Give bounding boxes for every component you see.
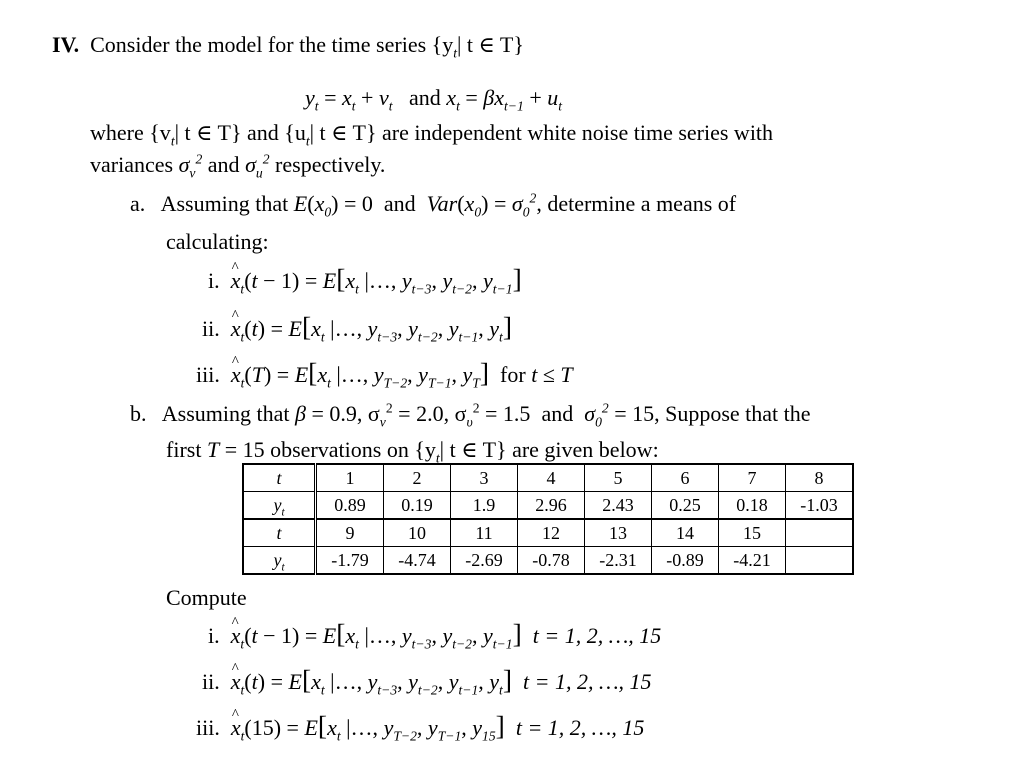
table-cell: -1.79	[316, 547, 384, 575]
table-cell: 9	[316, 519, 384, 547]
table-cell: 3	[451, 464, 518, 492]
problem-label: IV.	[52, 32, 80, 57]
table-cell: -1.03	[786, 492, 854, 520]
row-header-t: t	[243, 464, 316, 492]
observations-table	[242, 463, 854, 575]
table-cell: 5	[585, 464, 652, 492]
problem-header: IV. Consider the model for the time series {$y_t|$ t ∈ T}	[52, 32, 524, 61]
intro-tail: | t ∈ T}	[457, 32, 524, 57]
table-cell: 0.18	[719, 492, 786, 520]
row-header-t: t	[243, 519, 316, 547]
table-cell: 2.96	[518, 492, 585, 520]
variances-line: variances $\sigma_v^2$ and $\sigma_u^2$ respectively.	[90, 151, 386, 181]
part-a-item-ii: ii. ^ $x_t(t) = E[x_t$ |…, $y_{t-3}$, $y_{t-2}$, $y_{t-1}$, $y_t$]	[202, 313, 512, 341]
table-cell: -4.21	[719, 547, 786, 575]
where-line: where {$v_t|$ t ∈ T} and {$u_t|$ t ∈ T} are independent white noise time series with	[90, 120, 774, 149]
table-row	[243, 547, 853, 575]
table-cell: -0.78	[518, 547, 585, 575]
compute-item-iii: iii. ^ $x_t(15) = E[x_t$ |…, $y_{T-2}$, $y_{T-1}$, $y_{15}$] t = 1, 2, …, 15	[196, 712, 644, 740]
table-cell: 2.43	[585, 492, 652, 520]
table-cell: 2	[384, 464, 451, 492]
table-cell: -4.74	[384, 547, 451, 575]
compute-item-i: i. ^ $x_t(t - 1) = E[x_t$ |…, $y_{t-3}$, $y_{t-2}$, $y_{t-1}$] t = 1, 2, …, 15	[208, 620, 661, 648]
table-row	[243, 492, 853, 520]
part-b-line2: first T = 15 observations on {$y_t|$ t ∈ T} are given below:	[166, 437, 659, 466]
table-cell: 0.19	[384, 492, 451, 520]
compute-label: Compute	[166, 585, 247, 610]
compute-item-ii: ii. ^ $x_t(t) = E[x_t$ |…, $y_{t-3}$, $y_{t-2}$, $y_{t-1}$, $y_t$] t = 1, 2, …, 15	[202, 666, 652, 694]
table-cell: -2.31	[585, 547, 652, 575]
table-cell: 14	[652, 519, 719, 547]
table-cell: 13	[585, 519, 652, 547]
table-cell: 4	[518, 464, 585, 492]
model-equation: $y_t = x_t + v_t$ and $x_t = \beta x_{t-1} + u_t$	[305, 85, 563, 114]
table-cell: 6	[652, 464, 719, 492]
table-cell: 11	[451, 519, 518, 547]
model-conj: and	[409, 85, 441, 110]
part-a-line2: calculating:	[166, 229, 269, 254]
table-cell: 10	[384, 519, 451, 547]
table-cell: -0.89	[652, 547, 719, 575]
table-cell: 8	[786, 464, 854, 492]
row-header-y: $y_t$	[243, 492, 316, 520]
table-cell: 15	[719, 519, 786, 547]
table-cell: 1	[316, 464, 384, 492]
table-row	[243, 464, 853, 492]
part-a-item-i: i. ^ $x_t(t - 1) = E[x_t$ |…, $y_{t-3}$, $y_{t-2}$, $y_{t-1}$]	[208, 265, 522, 293]
table-cell: 1.9	[451, 492, 518, 520]
table-cell: 0.25	[652, 492, 719, 520]
part-a-line: a. Assuming that $E(x_0) = 0$ and $Var(x_0) = \sigma_0^2$, determine a means of	[130, 190, 737, 220]
table-row	[243, 519, 853, 547]
table-cell: -2.69	[451, 547, 518, 575]
part-b-line: b. Assuming that β = 0.9, $\sigma_v^2 = 2.0$, $\sigma_\upsilon^2 = 1.5$ and $\sigma_0^2 = 15$, Suppose that the	[130, 400, 811, 430]
part-a-item-iii: iii. ^ $x_t(T) = E[x_t$ |…, $y_{T-2}$, $y_{T-1}$, $y_T$] for t ≤ T	[196, 359, 573, 387]
table-cell	[786, 519, 854, 547]
table-cell: 0.89	[316, 492, 384, 520]
table-cell: 7	[719, 464, 786, 492]
intro-text: Consider the model for the time series {y	[90, 32, 454, 57]
row-header-y: $y_t$	[243, 547, 316, 575]
table-cell	[786, 547, 854, 575]
table-cell: 12	[518, 519, 585, 547]
